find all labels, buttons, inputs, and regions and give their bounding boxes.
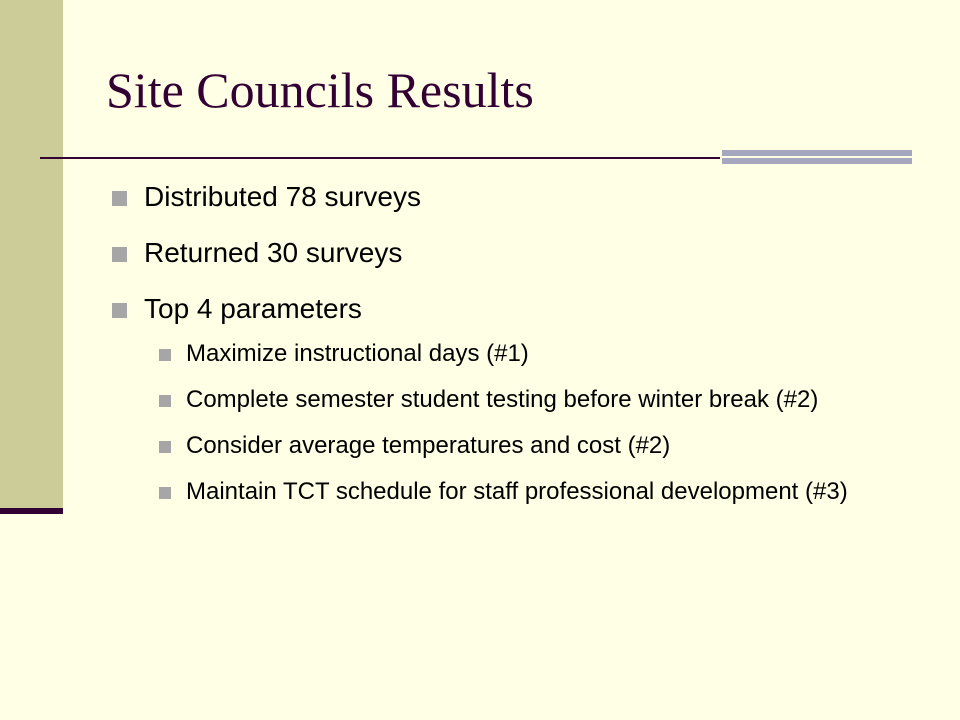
- left-accent-bar: [0, 0, 63, 508]
- slide-title: Site Councils Results: [106, 62, 534, 118]
- sub-bullet-text: Maintain TCT schedule for staff professional development (#3): [186, 478, 848, 505]
- square-bullet-icon: [159, 395, 171, 407]
- sub-list-item: [159, 338, 902, 370]
- bullet-list: [112, 180, 902, 522]
- square-bullet-icon: [159, 441, 171, 453]
- square-bullet-icon: [112, 303, 127, 318]
- square-bullet-icon: [112, 247, 127, 262]
- sub-list-item: [159, 476, 902, 508]
- title-divider-accent: [722, 150, 912, 164]
- list-item: [112, 180, 902, 214]
- bullet-text: Top 4 parameters: [144, 293, 362, 324]
- list-item: [112, 292, 902, 326]
- sub-bullet-text: Consider average temperatures and cost (#2): [186, 432, 671, 459]
- sub-list-item: [159, 430, 902, 462]
- sub-list-item: [159, 384, 902, 416]
- sub-bullet-text: Complete semester student testing before winter break (#2): [186, 386, 819, 413]
- title-divider: [40, 157, 720, 159]
- square-bullet-icon: [112, 191, 127, 206]
- list-item: [112, 236, 902, 270]
- left-accent-rule: [0, 508, 63, 514]
- bullet-text: Distributed 78 surveys: [144, 181, 422, 212]
- square-bullet-icon: [159, 487, 171, 499]
- sub-bullet-text: Maximize instructional days (#1): [186, 340, 529, 367]
- square-bullet-icon: [159, 349, 171, 361]
- bullet-text: Returned 30 surveys: [144, 237, 403, 268]
